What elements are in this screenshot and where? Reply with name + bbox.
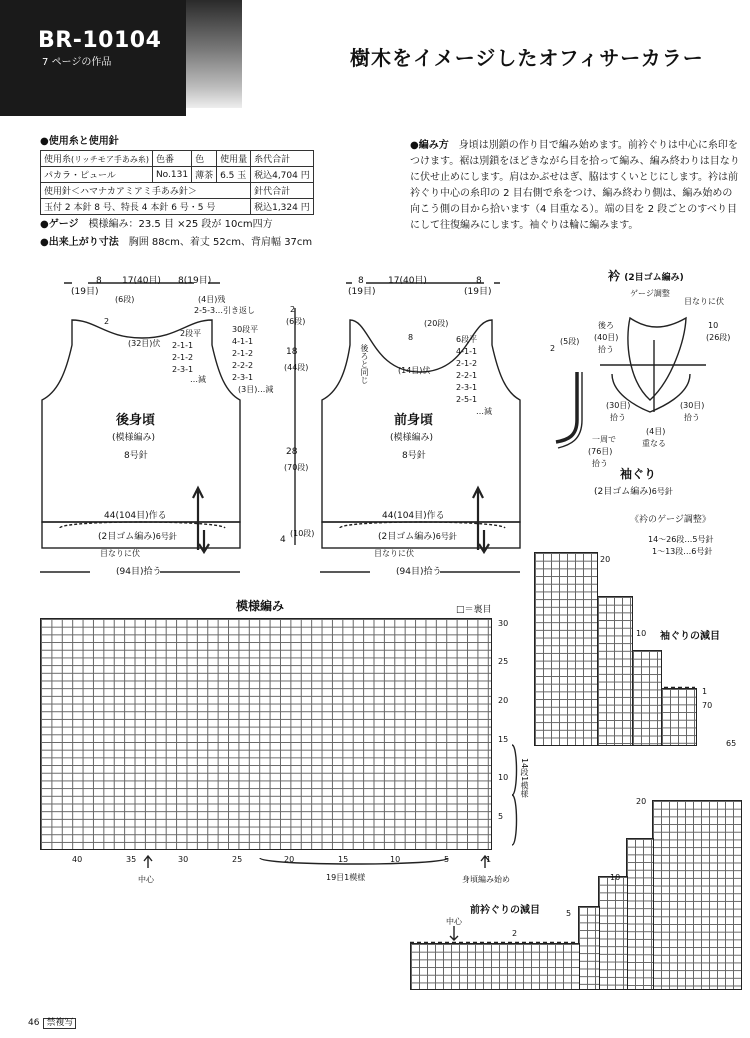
finish-line: ●出来上がり寸法 胸囲 88cm、着丈 52cm、背肩幅 37cm bbox=[40, 237, 313, 248]
pc-repeat-cols: 19目1模様 bbox=[326, 873, 366, 882]
pc-row-15: 15 bbox=[498, 735, 509, 744]
back-arm-dec-2: 2-1-2 bbox=[232, 349, 254, 358]
front-neck-dec-5: 2-5-1 bbox=[456, 395, 478, 404]
pc-row-5: 5 bbox=[498, 812, 504, 821]
pc-col-1: 1 bbox=[486, 855, 492, 864]
ac-row-1: 1 bbox=[702, 687, 708, 696]
back-rib: (2目ゴム編み)6号針 bbox=[98, 532, 177, 542]
nc-center: 中心 bbox=[446, 917, 462, 926]
pc-start: 身頃編み始め bbox=[462, 875, 510, 884]
back-neck-two: 2 bbox=[104, 317, 110, 326]
back-arm-dec-0: 30段平 bbox=[232, 325, 259, 334]
page-title: 樹木をイメージしたオフィサーカラー bbox=[350, 46, 704, 70]
table-row: 玉付 2 本針 8 号、特長 4 本針 6 号・5 号 税込1,324 円 bbox=[41, 199, 314, 215]
pc-row-10: 10 bbox=[498, 773, 509, 782]
front-w-side2: 8 bbox=[476, 276, 482, 286]
front-neck-dec-2: 2-1-2 bbox=[456, 359, 478, 368]
front-pickup: (94目)拾う bbox=[396, 567, 442, 577]
dim-top-rows: (6段) bbox=[286, 317, 306, 326]
pattern-code: BR-10104 bbox=[38, 28, 162, 53]
front-hem-w: 44(104目)作る bbox=[382, 511, 445, 521]
neck-chart-grid-c bbox=[598, 873, 628, 990]
back-pickup: (94目)拾う bbox=[116, 567, 162, 577]
collar-lf2: 拾う bbox=[610, 413, 626, 422]
nc-row-5: 5 bbox=[566, 909, 572, 918]
back-needle: 8号針 bbox=[124, 451, 148, 461]
collar-right: 10 bbox=[708, 321, 719, 330]
front-neck-eight: 8 bbox=[408, 333, 414, 342]
collar-gauge-title: 《衿のゲージ調整》 bbox=[630, 515, 711, 525]
footer: 46 禁複写 bbox=[28, 1018, 76, 1029]
back-w-side2: 8(19目) bbox=[178, 276, 212, 286]
nc-row-20: 20 bbox=[636, 797, 647, 806]
front-pattern: (模様編み) bbox=[390, 433, 434, 443]
collar-back-pick-lbl: 拾う bbox=[598, 345, 614, 354]
back-arm-dec-3: 2-2-2 bbox=[232, 361, 254, 370]
table-row: パカラ・ピュール No.131 薄茶 6.5 玉 税込4,704 円 bbox=[41, 167, 314, 183]
collar-ov: (4目) bbox=[646, 427, 666, 436]
front-w-side-st: (19目) bbox=[348, 287, 376, 297]
front-w-side: 8 bbox=[358, 276, 364, 286]
back-hem-w: 44(104目)作る bbox=[104, 511, 167, 521]
armhole-chart-grid-b bbox=[597, 596, 633, 746]
dim-body-rows: (70段) bbox=[284, 463, 309, 472]
back-arm-bo: (3目)…減 bbox=[238, 385, 274, 394]
back-neck-dec-1: 2-1-1 bbox=[172, 341, 194, 350]
front-neck-center: (14目)伏 bbox=[398, 366, 431, 375]
neck-chart-grid-e bbox=[410, 943, 580, 990]
front-needle: 8号針 bbox=[402, 451, 426, 461]
gauge-line: ●ゲージ 模様編み：23.5 目 ×25 段が 10cm四方 bbox=[40, 219, 273, 230]
pc-col-25: 25 bbox=[232, 855, 243, 864]
front-neck-rows: (20段) bbox=[424, 319, 449, 328]
method-text: ●編み方 身頃は別鎖の作り目で編み始めます。前衿ぐりは中心に糸印をつけます。裾は別鎖をほどきながら目を拾って編み、編み終わりは目なりに伏せ止めにします。肩はかぶせはぎ、脇はすくいとじにします。衿は前衿ぐり中心の糸印の 2 目右側で糸をつけ、編み終わり側は、編み始めの向こう側の目から拾います（4 目重なる）。端の目を 2 段ごとのすべり目にして往復編みにします。袖ぐりは輪に編みます。 bbox=[410, 140, 740, 231]
dim-arm: 18 bbox=[286, 347, 298, 357]
pattern-chart-grid bbox=[40, 618, 492, 850]
pc-row-25: 25 bbox=[498, 657, 509, 666]
front-neck-dec-0: 6段平 bbox=[456, 335, 478, 344]
pc-row-20: 20 bbox=[498, 696, 509, 705]
back-w-side-st: (19目) bbox=[71, 287, 99, 297]
collar-lf: (30目) bbox=[606, 401, 631, 410]
collar-rf2: 拾う bbox=[684, 413, 700, 422]
back-neck-bo: (32目)伏 bbox=[128, 339, 161, 348]
collar-around-st: (76目) bbox=[588, 447, 613, 456]
collar-left-rows: 2 bbox=[550, 344, 556, 353]
back-bo-note: 目なりに伏 bbox=[100, 549, 140, 558]
collar-gauge-2: 1〜13段…6号針 bbox=[652, 547, 713, 556]
back-neck-dec-note: …減 bbox=[190, 375, 206, 384]
nc-col-2: 2 bbox=[512, 929, 518, 938]
armhole-sub: (2目ゴム編み)6号針 bbox=[594, 487, 673, 497]
back-shoulder-left: (4目)残 bbox=[198, 295, 226, 304]
back-w-side: 8 bbox=[96, 276, 102, 286]
collar-back-pick-st: (40目) bbox=[594, 333, 619, 342]
back-neck-dec-3: 2-3-1 bbox=[172, 365, 194, 374]
ac-row-20: 20 bbox=[600, 555, 611, 564]
armhole-chart-grid-c bbox=[632, 650, 662, 746]
collar-rf: (30目) bbox=[680, 401, 705, 410]
pc-center: 中心 bbox=[138, 875, 154, 884]
pattern-chart-title: 模様編み bbox=[236, 599, 285, 613]
front-bo-note: 目なりに伏 bbox=[374, 549, 414, 558]
back-neck-rows: (6段) bbox=[115, 295, 135, 304]
collar-title: 衿 (2目ゴム編み) bbox=[608, 269, 684, 283]
neck-chart-grid-a bbox=[652, 800, 742, 990]
front-name: 前身頃 bbox=[394, 413, 434, 428]
collar-right-rows: (26段) bbox=[706, 333, 731, 342]
back-shoulder-steps: 2-5-3…引き返し bbox=[194, 306, 256, 315]
dim-arm-rows: (44段) bbox=[284, 363, 309, 372]
pc-row-30: 30 bbox=[498, 619, 509, 628]
pc-col-40: 40 bbox=[72, 855, 83, 864]
front-neck-dec-4: 2-3-1 bbox=[456, 383, 478, 392]
pc-col-10: 10 bbox=[390, 855, 401, 864]
pc-col-30: 30 bbox=[178, 855, 189, 864]
front-w-mid: 17(40目) bbox=[388, 276, 427, 286]
ac-col-65: 65 bbox=[726, 739, 737, 748]
dim-rib: 4 bbox=[280, 535, 286, 545]
collar-around: 一周で bbox=[592, 435, 616, 444]
front-rib: (2目ゴム編み)6号針 bbox=[378, 532, 457, 542]
pc-col-5: 5 bbox=[444, 855, 450, 864]
neck-chart-title: 前衿ぐりの減目 bbox=[470, 905, 540, 916]
table-row: 使用針＜ハマナカアミアミ手あみ針＞ 針代合計 bbox=[41, 183, 314, 199]
pc-col-35: 35 bbox=[126, 855, 137, 864]
pc-repeat-rows: 14段1模様 bbox=[520, 758, 529, 798]
back-neck-dec-0: 2段平 bbox=[180, 329, 202, 338]
back-neck-dec-2: 2-1-2 bbox=[172, 353, 194, 362]
collar-bo: 目なりに伏 bbox=[684, 297, 724, 306]
neck-chart-grid-d bbox=[578, 906, 600, 990]
armhole-title: 袖ぐり bbox=[620, 467, 657, 481]
collar-ov2: 重なる bbox=[642, 439, 666, 448]
dim-rib-rows: (10段) bbox=[290, 529, 315, 538]
front-w-side2-st: (19目) bbox=[464, 287, 492, 297]
pc-col-20: 20 bbox=[284, 855, 295, 864]
armhole-chart-title: 袖ぐりの減目 bbox=[660, 631, 720, 642]
back-name: 後身頃 bbox=[116, 413, 156, 428]
armhole-chart-grid-a bbox=[534, 552, 598, 746]
table-row: 使用糸(リッチモア手あみ糸) 色番 色 使用量 糸代合計 bbox=[41, 151, 314, 167]
front-same-back: 後ろと同じ bbox=[360, 344, 369, 384]
collar-gauge-1: 14〜26段…5号針 bbox=[648, 535, 714, 544]
neck-chart-grid-b bbox=[626, 838, 654, 990]
back-arm-dec-1: 4-1-1 bbox=[232, 337, 254, 346]
ac-row-10: 10 bbox=[636, 629, 647, 638]
collar-back-pick: 後ろ bbox=[598, 321, 614, 330]
back-w-mid: 17(40目) bbox=[122, 276, 161, 286]
page-reference: 7 ページの作品 bbox=[42, 57, 112, 68]
back-arm-dec-4: 2-3-1 bbox=[232, 373, 254, 382]
armhole-chart-grid-d bbox=[661, 688, 697, 746]
ac-col-70: 70 bbox=[702, 701, 713, 710]
collar-around-lbl: 拾う bbox=[592, 459, 608, 468]
front-neck-dec-3: 2-2-1 bbox=[456, 371, 478, 380]
front-neck-dec-1: 4-1-1 bbox=[456, 347, 478, 356]
nc-row-10: 10 bbox=[610, 873, 621, 882]
pattern-chart-legend: □＝裏目 bbox=[456, 605, 492, 615]
materials-heading: ●使用糸と使用針 bbox=[40, 136, 119, 147]
back-pattern: (模様編み) bbox=[112, 433, 156, 443]
collar-gauge-adj: ゲージ調整 bbox=[630, 289, 670, 298]
collar-left-rows-v: (5段) bbox=[560, 337, 580, 346]
dim-top: 2 bbox=[290, 305, 296, 314]
pc-col-15: 15 bbox=[338, 855, 349, 864]
front-neck-dec-note: …減 bbox=[476, 407, 492, 416]
dim-body: 28 bbox=[286, 447, 298, 457]
